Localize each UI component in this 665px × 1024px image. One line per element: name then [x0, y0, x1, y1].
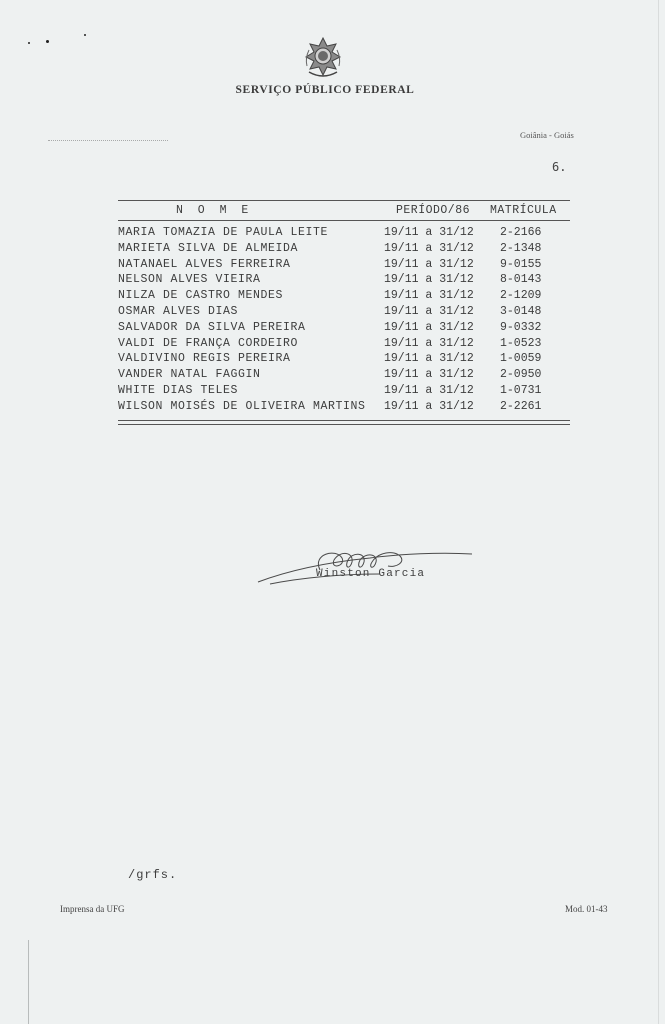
cell-matricula: 1-0059 [500, 352, 542, 366]
cell-matricula: 2-2166 [500, 226, 542, 239]
cell-periodo: 19/11 a 31/12 [384, 273, 474, 287]
table-row [118, 400, 578, 416]
table-row [118, 321, 578, 337]
table-body [118, 226, 578, 416]
table-bottom-rule [118, 420, 570, 421]
cell-periodo: 19/11 a 31/12 [384, 304, 474, 318]
dotted-line [48, 140, 168, 141]
cell-matricula: 3-0148 [500, 304, 542, 318]
table-row [118, 273, 578, 289]
cell-matricula: 2-1348 [500, 241, 542, 255]
cell-nome: VANDER NATAL FAGGIN [118, 368, 261, 382]
cell-periodo: 19/11 a 31/12 [384, 226, 474, 239]
page-edge-shadow [658, 0, 659, 1024]
cell-nome: NILZA DE CASTRO MENDES [118, 289, 284, 303]
cell-nome: SALVADOR DA SILVA PEREIRA [118, 320, 306, 334]
printer-credit: Imprensa da UFG [60, 904, 125, 914]
cell-periodo: 19/11 a 31/12 [384, 352, 474, 366]
column-header-periodo: PERÍODO/86 [396, 204, 471, 217]
cell-nome: WILSON MOISÉS DE OLIVEIRA MARTINS [118, 399, 366, 413]
cell-matricula: 9-0155 [500, 257, 542, 271]
institution-title: SERVIÇO PÚBLICO FEDERAL [235, 84, 415, 96]
table-row [118, 337, 578, 353]
cell-matricula: 1-0731 [500, 383, 542, 397]
table-row [118, 226, 578, 242]
cell-matricula: 2-1209 [500, 289, 542, 303]
handwritten-signature [250, 540, 480, 590]
city-label: Goiânia - Goiás [520, 130, 574, 140]
cell-periodo: 19/11 a 31/12 [384, 241, 474, 255]
table-row [118, 258, 578, 274]
column-header-matricula: MATRÍCULA [490, 204, 557, 217]
cell-matricula: 1-0523 [500, 336, 542, 350]
coat-of-arms-icon [303, 36, 343, 80]
cell-nome: VALDIVINO REGIS PEREIRA [118, 352, 291, 366]
table-row [118, 384, 578, 400]
cell-periodo: 19/11 a 31/12 [384, 399, 474, 413]
form-model: Mod. 01-43 [565, 904, 608, 914]
cell-periodo: 19/11 a 31/12 [384, 368, 474, 382]
ink-speck [28, 42, 30, 44]
typist-initials: /grfs. [128, 868, 178, 882]
cell-matricula: 9-0332 [500, 320, 542, 334]
cell-nome: MARIA TOMAZIA DE PAULA LEITE [118, 226, 329, 239]
table-row [118, 242, 578, 258]
table-row [118, 368, 578, 384]
cell-nome: VALDI DE FRANÇA CORDEIRO [118, 336, 299, 350]
cell-periodo: 19/11 a 31/12 [384, 383, 474, 397]
table-header-rule [118, 220, 570, 221]
table-bottom-rule [118, 424, 570, 425]
table-row [118, 352, 578, 368]
cell-periodo: 19/11 a 31/12 [384, 257, 474, 271]
table-row [118, 289, 578, 305]
column-header-nome: N O M E [176, 204, 253, 217]
table-row [118, 305, 578, 321]
cell-nome: NATANAEL ALVES FERREIRA [118, 257, 291, 271]
cell-nome: OSMAR ALVES DIAS [118, 304, 239, 318]
cell-nome: WHITE DIAS TELES [118, 383, 239, 397]
cell-periodo: 19/11 a 31/12 [384, 336, 474, 350]
cell-matricula: 2-0950 [500, 368, 542, 382]
cell-nome: NELSON ALVES VIEIRA [118, 273, 261, 287]
cell-matricula: 2-2261 [500, 399, 542, 413]
cell-periodo: 19/11 a 31/12 [384, 289, 474, 303]
signer-name: Winston Garcia [316, 568, 426, 580]
page-number: 6. [552, 160, 567, 174]
page-edge-mark [28, 940, 29, 1024]
ink-speck [46, 40, 49, 43]
cell-periodo: 19/11 a 31/12 [384, 320, 474, 334]
cell-nome: MARIETA SILVA DE ALMEIDA [118, 241, 299, 255]
ink-speck [84, 34, 86, 36]
cell-matricula: 8-0143 [500, 273, 542, 287]
table-top-rule [118, 200, 570, 201]
